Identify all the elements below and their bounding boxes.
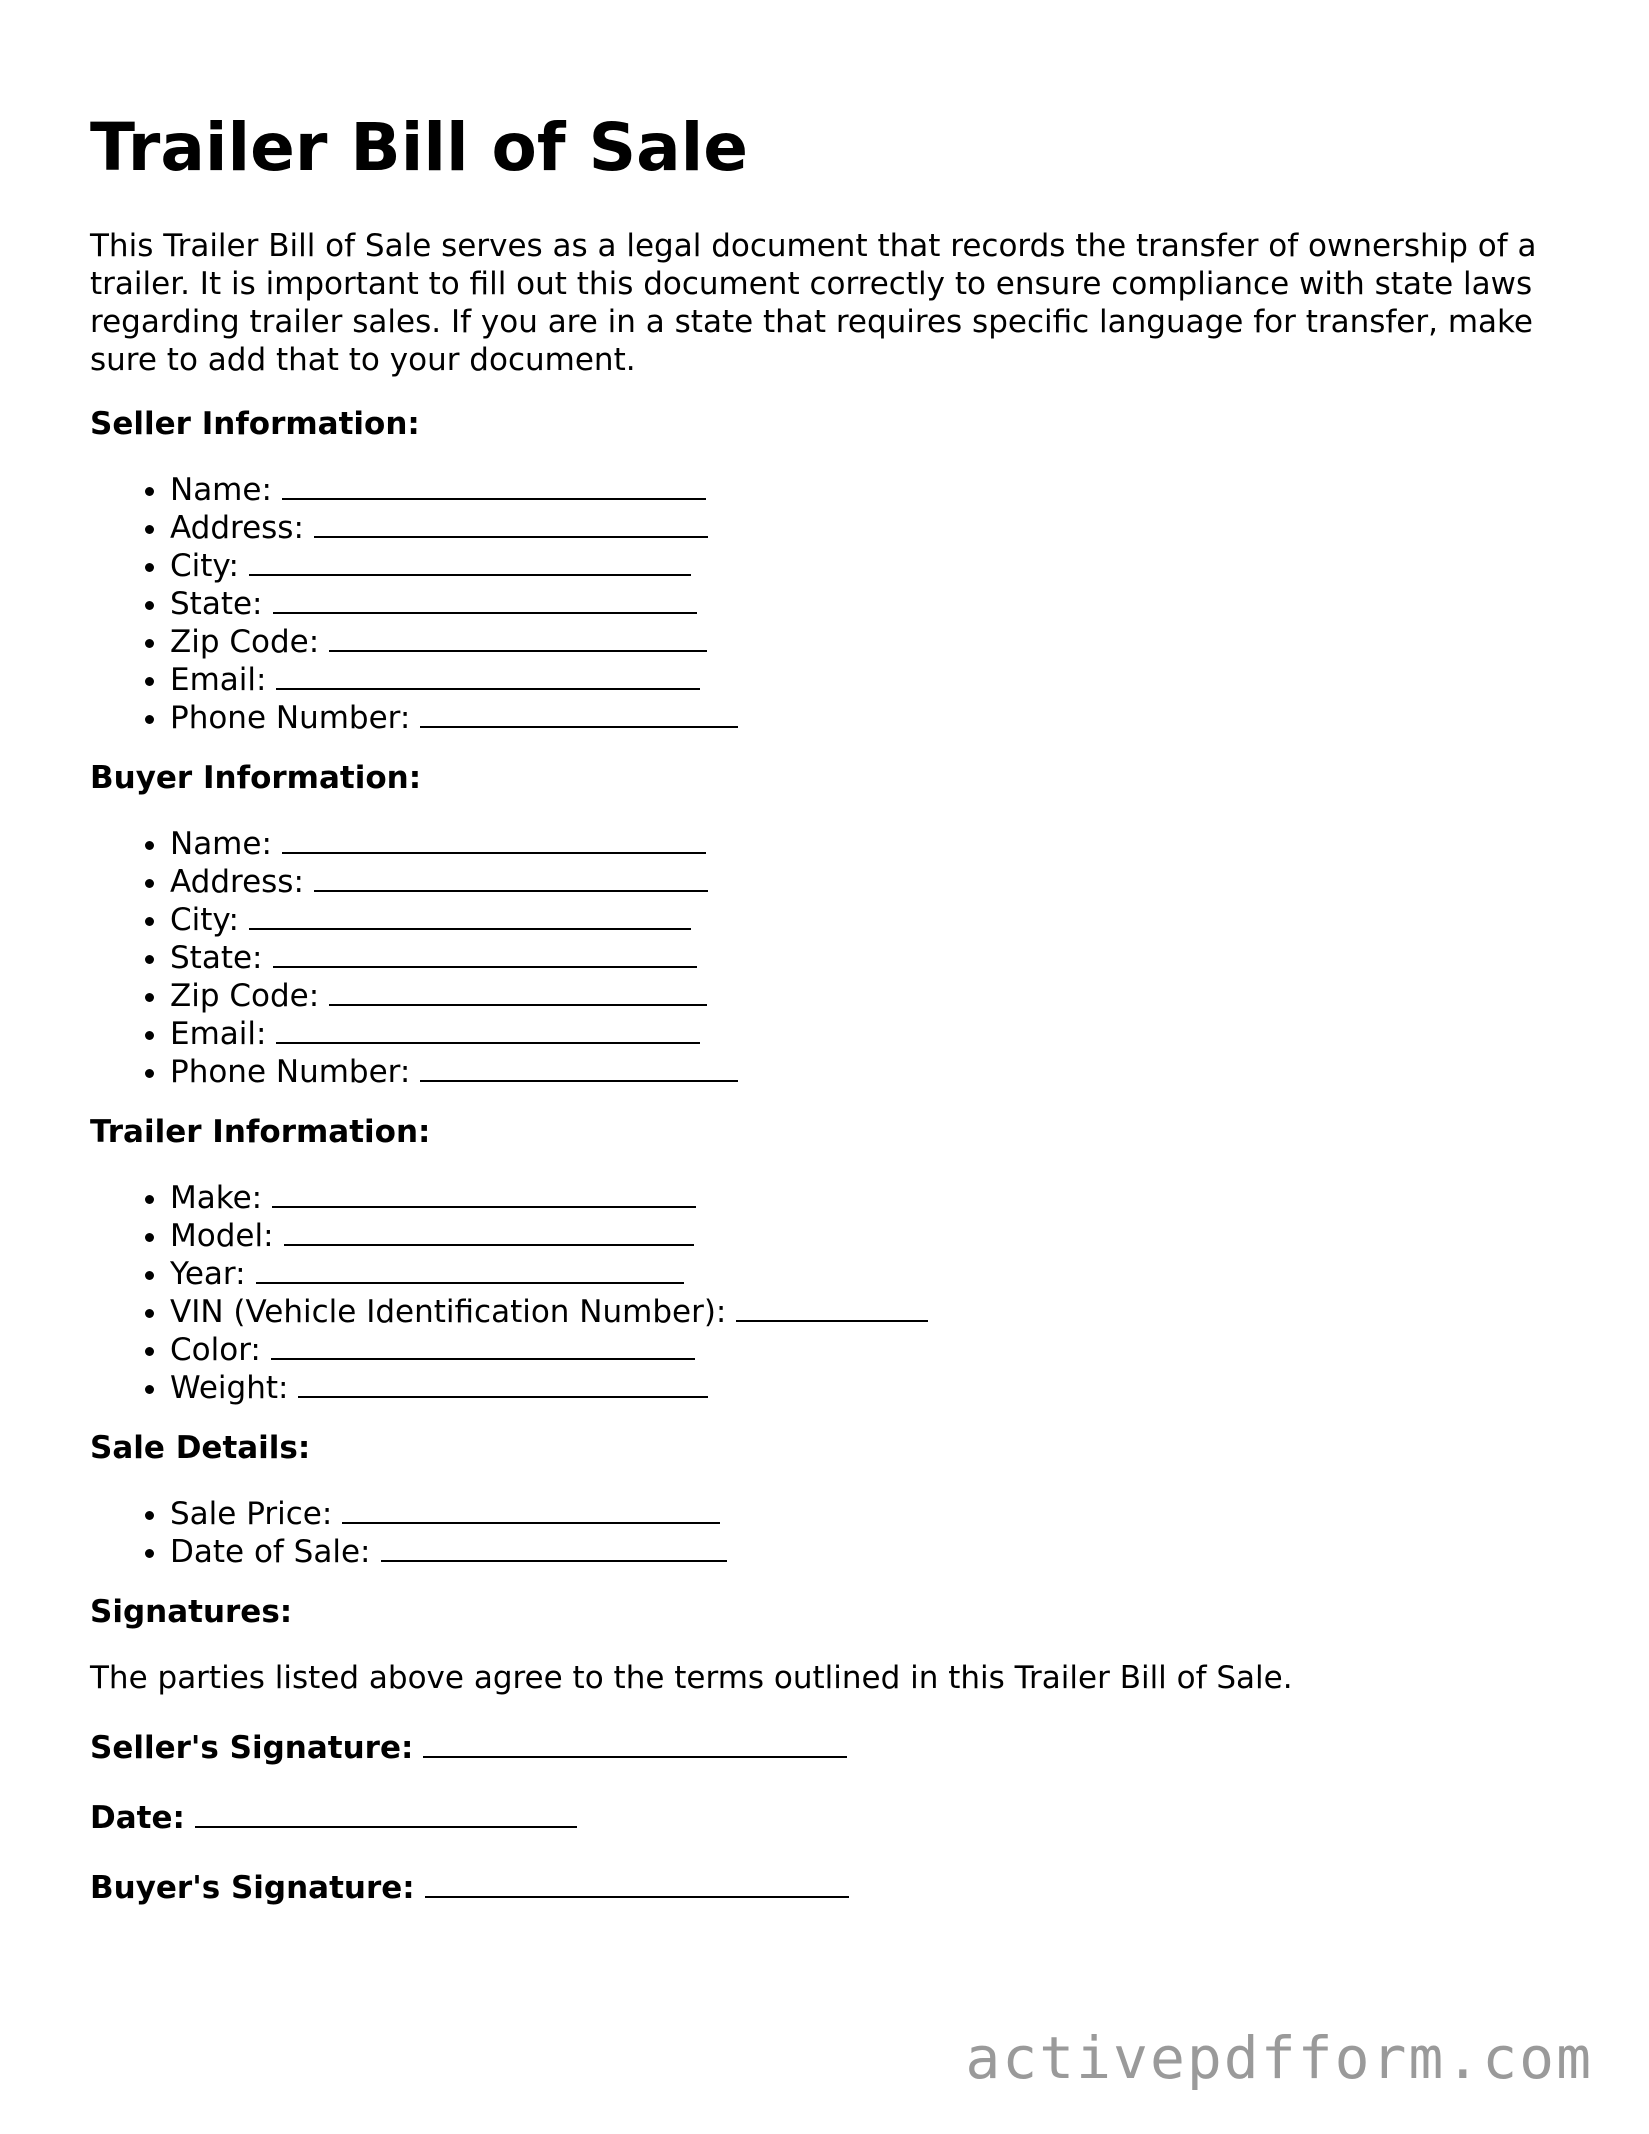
field-label: Email: — [170, 662, 267, 699]
seller-city-item — [170, 547, 1560, 585]
trailer-year-blank[interactable] — [256, 1256, 684, 1284]
sale-price-item — [170, 1495, 1560, 1533]
field-label: Phone Number: — [170, 1054, 411, 1091]
field-label: Email: — [170, 1016, 267, 1053]
trailer-vin-blank[interactable] — [736, 1294, 928, 1322]
buyer-signature-label: Buyer's Signature: — [90, 1870, 415, 1907]
field-label: Name: — [170, 826, 272, 863]
signatures-heading: Signatures: — [90, 1594, 293, 1631]
sale-heading: Sale Details: — [90, 1430, 311, 1467]
seller-address-item — [170, 509, 1560, 547]
buyer-zip-item — [170, 977, 1560, 1015]
buyer-city-blank[interactable] — [249, 902, 691, 930]
seller-signature-blank[interactable] — [423, 1730, 847, 1758]
sale-date-item — [170, 1533, 1560, 1571]
seller-address-blank[interactable] — [314, 510, 708, 538]
field-label: Date of Sale: — [170, 1534, 371, 1571]
buyer-state-blank[interactable] — [273, 940, 697, 968]
seller-zip-blank[interactable] — [329, 624, 707, 652]
field-label: Year: — [170, 1256, 246, 1293]
seller-email-blank[interactable] — [276, 662, 700, 690]
field-label: City: — [170, 902, 239, 939]
trailer-heading: Trailer Information: — [90, 1114, 431, 1151]
trailer-weight-blank[interactable] — [298, 1370, 708, 1398]
buyer-phone-item — [170, 1053, 1560, 1091]
field-label: VIN (Vehicle Identification Number): — [170, 1294, 727, 1331]
field-label: Name: — [170, 472, 272, 509]
buyer-signature-blank[interactable] — [425, 1870, 849, 1898]
seller-zip-item — [170, 623, 1560, 661]
field-label: Make: — [170, 1180, 263, 1217]
seller-name-blank[interactable] — [282, 472, 706, 500]
buyer-email-blank[interactable] — [276, 1016, 700, 1044]
seller-phone-item — [170, 699, 1560, 737]
field-label: Zip Code: — [170, 978, 320, 1015]
buyer-state-item — [170, 939, 1560, 977]
trailer-make-item — [170, 1179, 1560, 1217]
field-label: Weight: — [170, 1370, 289, 1407]
buyer-name-item — [170, 825, 1560, 863]
trailer-year-item — [170, 1255, 1560, 1293]
agreement-statement: The parties listed above agree to the terms outlined in this Trailer Bill of Sale. — [90, 1660, 1293, 1697]
seller-field-list — [90, 471, 1560, 737]
sale-field-list — [90, 1495, 1560, 1571]
buyer-address-blank[interactable] — [314, 864, 708, 892]
buyer-signature-line — [90, 1869, 1560, 1907]
date-label: Date: — [90, 1800, 185, 1837]
trailer-make-blank[interactable] — [272, 1180, 696, 1208]
trailer-field-list — [90, 1179, 1560, 1407]
field-label: City: — [170, 548, 239, 585]
seller-signature-label: Seller's Signature: — [90, 1730, 414, 1767]
field-label: Zip Code: — [170, 624, 320, 661]
field-label: State: — [170, 586, 263, 623]
buyer-field-list — [90, 825, 1560, 1091]
seller-email-item — [170, 661, 1560, 699]
field-label: Phone Number: — [170, 700, 411, 737]
buyer-city-item — [170, 901, 1560, 939]
document-title: Trailer Bill of Sale — [90, 109, 749, 186]
buyer-name-blank[interactable] — [282, 826, 706, 854]
trailer-vin-item — [170, 1293, 1560, 1331]
buyer-zip-blank[interactable] — [329, 978, 707, 1006]
seller-state-item — [170, 585, 1560, 623]
field-label: Model: — [170, 1218, 274, 1255]
seller-city-blank[interactable] — [249, 548, 691, 576]
field-label: Color: — [170, 1332, 261, 1369]
trailer-model-item — [170, 1217, 1560, 1255]
seller-name-item — [170, 471, 1560, 509]
seller-heading: Seller Information: — [90, 406, 420, 443]
seller-phone-blank[interactable] — [420, 700, 738, 728]
seller-state-blank[interactable] — [273, 586, 697, 614]
buyer-email-item — [170, 1015, 1560, 1053]
trailer-weight-item — [170, 1369, 1560, 1407]
sale-date-blank[interactable] — [381, 1534, 727, 1562]
trailer-model-blank[interactable] — [284, 1218, 694, 1246]
sale-price-blank[interactable] — [342, 1496, 720, 1524]
date-line — [90, 1799, 1560, 1837]
watermark-text: activepdfform.com — [965, 2024, 1593, 2092]
trailer-color-blank[interactable] — [271, 1332, 695, 1360]
trailer-color-item — [170, 1331, 1560, 1369]
date-blank[interactable] — [195, 1800, 577, 1828]
field-label: Address: — [170, 864, 304, 901]
field-label: Sale Price: — [170, 1496, 333, 1533]
seller-signature-line — [90, 1729, 1560, 1767]
buyer-phone-blank[interactable] — [420, 1054, 738, 1082]
document-page — [90, 108, 1560, 1939]
buyer-heading: Buyer Information: — [90, 760, 422, 797]
buyer-address-item — [170, 863, 1560, 901]
field-label: Address: — [170, 510, 304, 547]
field-label: State: — [170, 940, 263, 977]
intro-paragraph: This Trailer Bill of Sale serves as a legal document that records the transfer of ownership of a trailer. It is important to fill out this document correctly to ensure compliance with state laws regarding trailer sales. If you are in a state that requires specific language for transfer, make sure to add that to your document. — [90, 228, 1537, 379]
